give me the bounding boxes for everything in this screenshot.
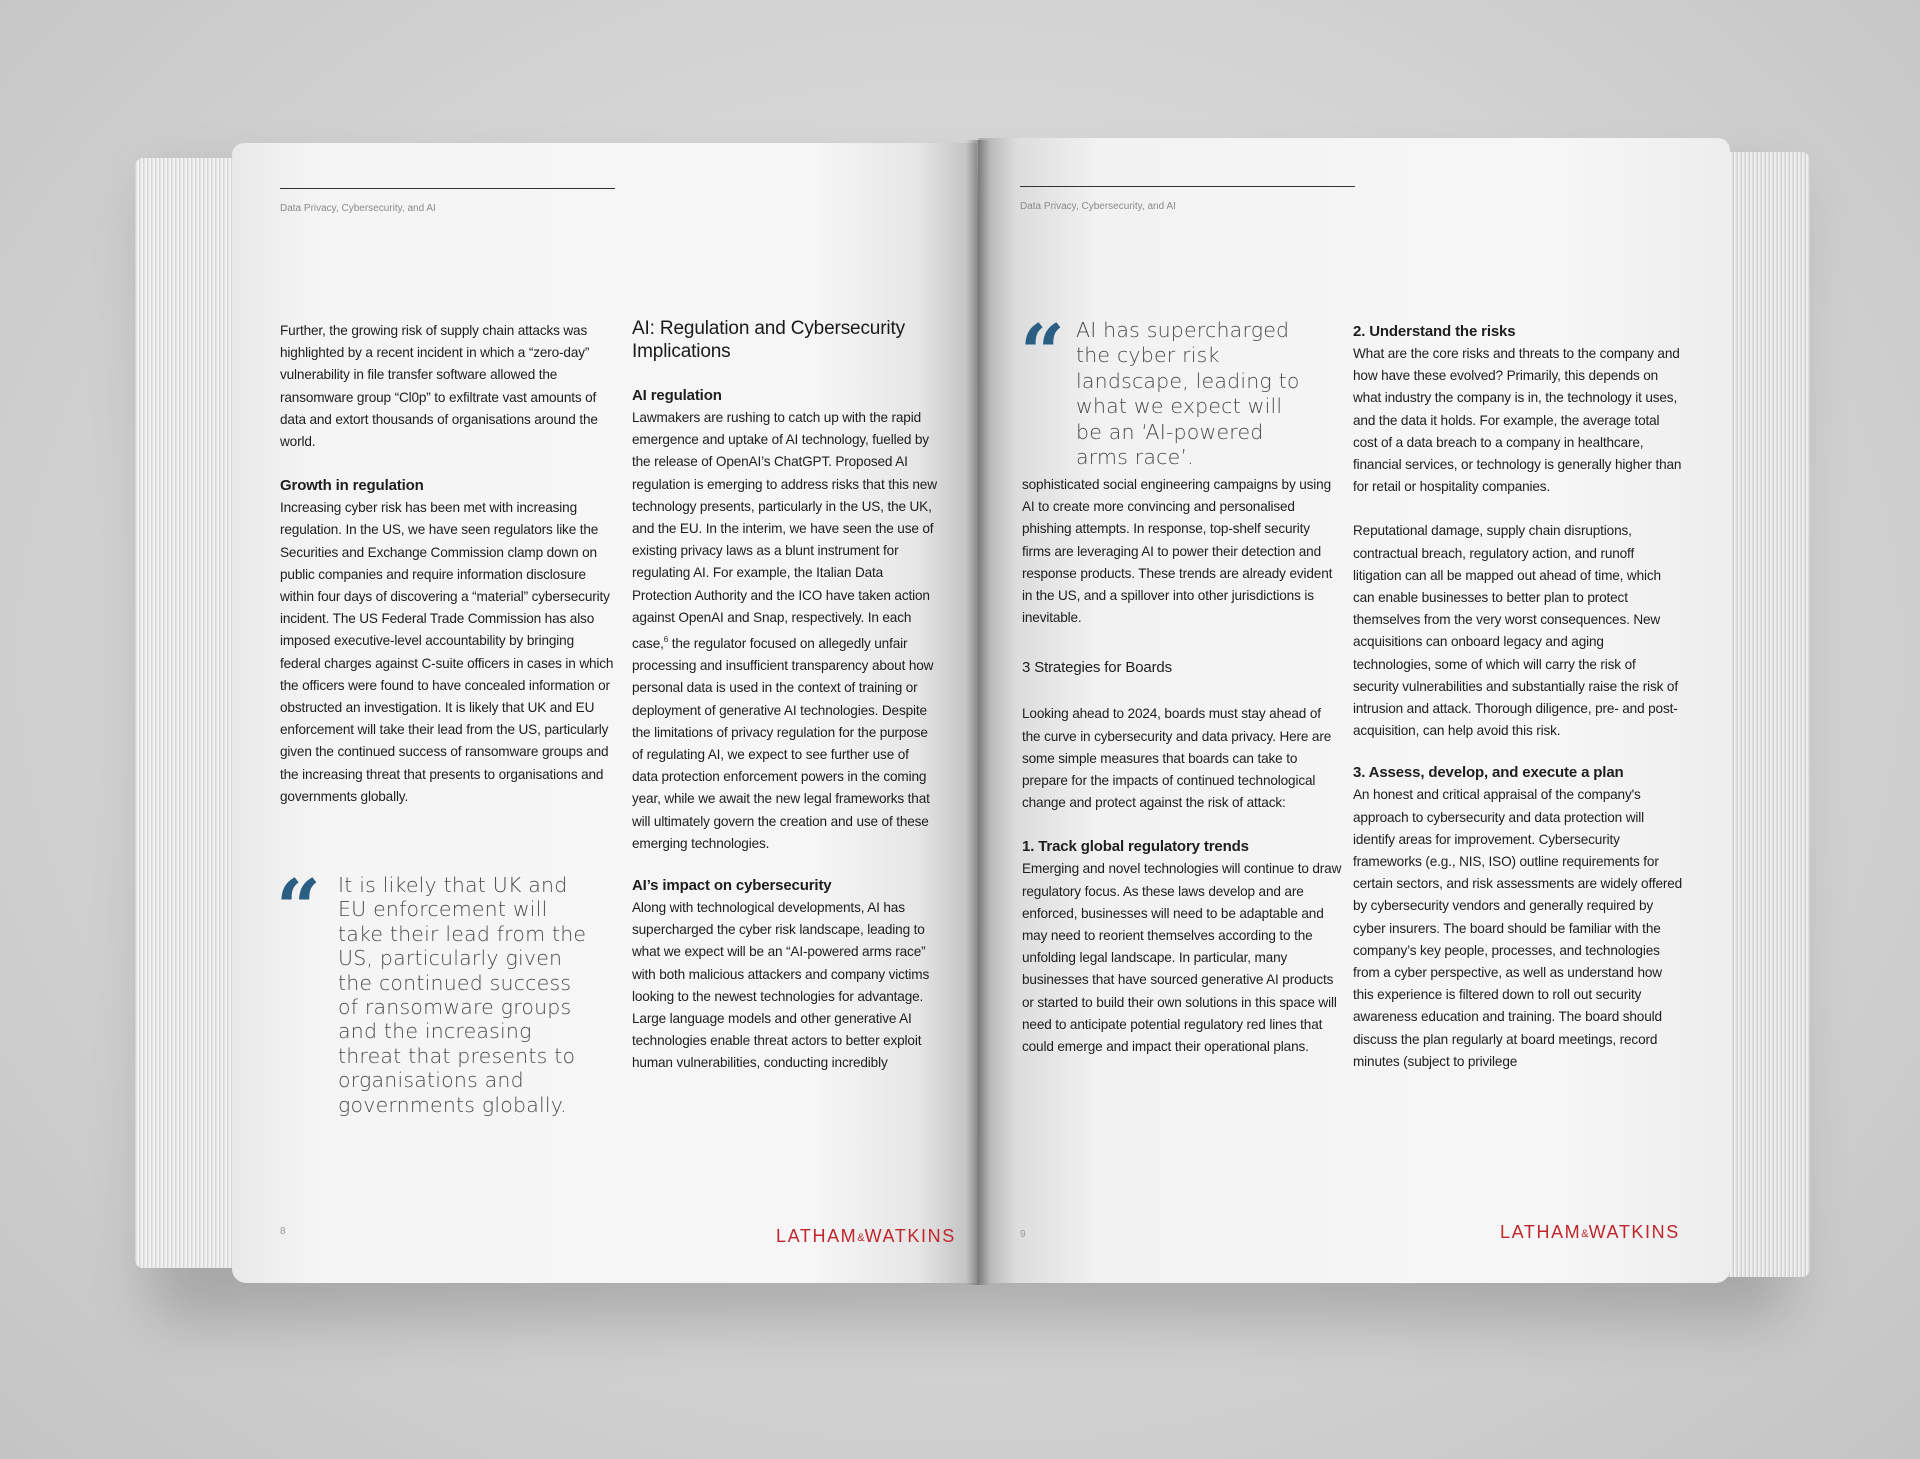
pull-quote: It is likely that UK and EU enforcement will take their lead from the US, particularly given the continued success of ransomware groups and the increasing threat that presents to organisations and governments globally. <box>338 873 587 1117</box>
ai-impact-heading: AI’s impact on cybersecurity <box>632 877 832 895</box>
quote-mark-icon: “ <box>1020 308 1065 399</box>
header-rule <box>280 188 615 189</box>
latham-watkins-logo: LATHAM&WATKINS <box>1500 1222 1680 1242</box>
section-title: AI: Regulation and Cybersecurity Implications <box>632 318 905 362</box>
growth-heading: Growth in regulation <box>280 477 424 495</box>
ai-impact-paragraph: Along with technological developments, AI has supercharged the cyber risk landscape, leading to what we expect will be an “AI-powered arms race” with both malicious attackers and company victims looking to the newest technologies for advantage. Large language models and other generative AI technologies enable threat actors to better exploit human vulnerabilities, conducting incredibly <box>632 900 930 1071</box>
latham-watkins-logo: LATHAM&WATKINS <box>776 1226 956 1246</box>
page-number: 9 <box>1020 1229 1026 1240</box>
continued-paragraph: sophisticated social engineering campaigns by using AI to create more convincing and personalised phishing attempts. In response, top-shelf security firms are leveraging AI to power their detection and response products. These trends are already evident in the US, and a spillover into other jurisdictions is inevitable. <box>1022 477 1333 626</box>
book-gutter <box>966 140 990 1285</box>
intro-paragraph: Further, the growing risk of supply chain attacks was highlighted by a recent incident in which a “zero-day” vulnerability in file transfer software allowed the ransomware group “Cl0p” to exfiltrate vast amounts of data and extort thousands of organisations around the world. <box>280 323 598 450</box>
strategies-intro: Looking ahead to 2024, boards must stay ahead of the curve in cybersecurity and data privacy. Here are some simple measures that boards can take to prepare for the impacts of continued technological change and protect against the risk of attack: <box>1022 706 1332 811</box>
strategy-2-heading: 2. Understand the risks <box>1353 323 1516 340</box>
left-column-2 <box>632 317 937 1075</box>
header-rule <box>1020 186 1355 187</box>
right-page <box>978 138 1730 1283</box>
left-column-1 <box>280 320 616 808</box>
running-header: Data Privacy, Cybersecurity, and AI <box>280 203 436 214</box>
page-stack-left <box>135 158 245 1268</box>
running-header: Data Privacy, Cybersecurity, and AI <box>1020 201 1176 212</box>
strategy-1-paragraph: Emerging and novel technologies will continue to draw regulatory focus. As these laws develop and are enforced, businesses will need to be adaptable and may need to reorient themselves according to the unfolding legal landscape. In particular, many businesses that have sourced generative AI products or started to build their own solutions in this space will need to anticipate potential regulatory red lines that could emerge and impact their operational plans. <box>1022 861 1342 1055</box>
quote-mark-icon: “ <box>276 863 321 954</box>
left-page <box>232 143 977 1283</box>
ai-regulation-heading: AI regulation <box>632 387 722 404</box>
page-number: 8 <box>280 1226 286 1237</box>
growth-paragraph: Increasing cyber risk has been met with increasing regulation. In the US, we have seen regulators like the Securities and Exchange Commission clamp down on public companies and require information disclosure within four days of discovering a “material” cybersecurity incident. The US Federal Trade Commission has also imposed executive-level accountability by bringing federal charges against C-suite officers in cases in which the officers were found to have concealed information or obstructed an investigation. It is likely that UK and EU enforcement will take their lead from the US, particularly given the continued success of ransomware groups and the increasing threat that presents to organisations and governments globally. <box>280 500 614 804</box>
right-column-2 <box>1353 321 1683 1073</box>
strategy-2-paragraph-2: Reputational damage, supply chain disruptions, contractual breach, regulatory action, and runoff litigation can all be mapped out ahead of time, which can enable businesses to better plan to protect themselves from the very worst consequences. New acquisitions can onboard legacy and aging technologies, some of which will carry the risk of security vulnerabilities and substantially raise the risk of intrusion and attack. Thorough diligence, pre- and post-acquisition, can help avoid this risk. <box>1353 523 1678 739</box>
footnote-ref: 6 <box>663 635 669 645</box>
ai-regulation-paragraph: Lawmakers are rushing to catch up with the rapid emergence and uptake of AI technology, fuelled by the release of OpenAI’s ChatGPT. Proposed AI regulation is emerging to address risks that this new technology presents, particularly in the US, the UK, and the EU. In the interim, we have seen the use of existing privacy laws as a blunt instrument for regulating AI. For example, the Italian Data Protection Authority and the ICO have taken action against OpenAI and Snap, respectively. In each case,$^6$ the regulator focused on allegedly unfair processing and insufficient transparency about how personal data is used in the context of training or deployment of generative AI technologies. Despite the limitations of privacy regulation for the purpose of regulating AI, we expect to see further use of data protection enforcement powers in the coming year, while we await the new legal frameworks that will ultimately govern the creation and use of these emerging technologies. <box>632 410 937 851</box>
pull-quote: AI has supercharged the cyber risk landscape, leading to what we expect will be an ‘AI-powered arms race’. <box>1076 318 1300 470</box>
strategy-3-paragraph: An honest and critical appraisal of the company's approach to cybersecurity and data protection will identify areas for improvement. Cybersecurity frameworks (e.g., NIS, ISO) outline requirements for certain sectors, and risk assessments are widely offered by cybersecurity vendors and generally required by cyber insurers. The board should be familiar with the company’s key people, processes, and technologies from a cyber perspective, as well as understand how this experience is filtered down to roll out security awareness education and training. The board should discuss the plan regularly at board meetings, record minutes (subject to privilege <box>1353 787 1683 1069</box>
strategy-2-paragraph-1: What are the core risks and threats to the company and how have these evolved? Primarily, this depends on what industry the company is in, the technology it uses, and the data it holds. For example, the average total cost of a data breach to a company in healthcare, financial services, or technology is generally higher than for retail or hospitality companies. <box>1353 346 1682 495</box>
strategies-heading: 3 Strategies for Boards <box>1022 659 1172 677</box>
strategy-3-heading: 3. Assess, develop, and execute a plan <box>1353 764 1624 782</box>
strategy-1-heading: 1. Track global regulatory trends <box>1022 838 1249 856</box>
right-column-1 <box>1022 474 1342 1058</box>
